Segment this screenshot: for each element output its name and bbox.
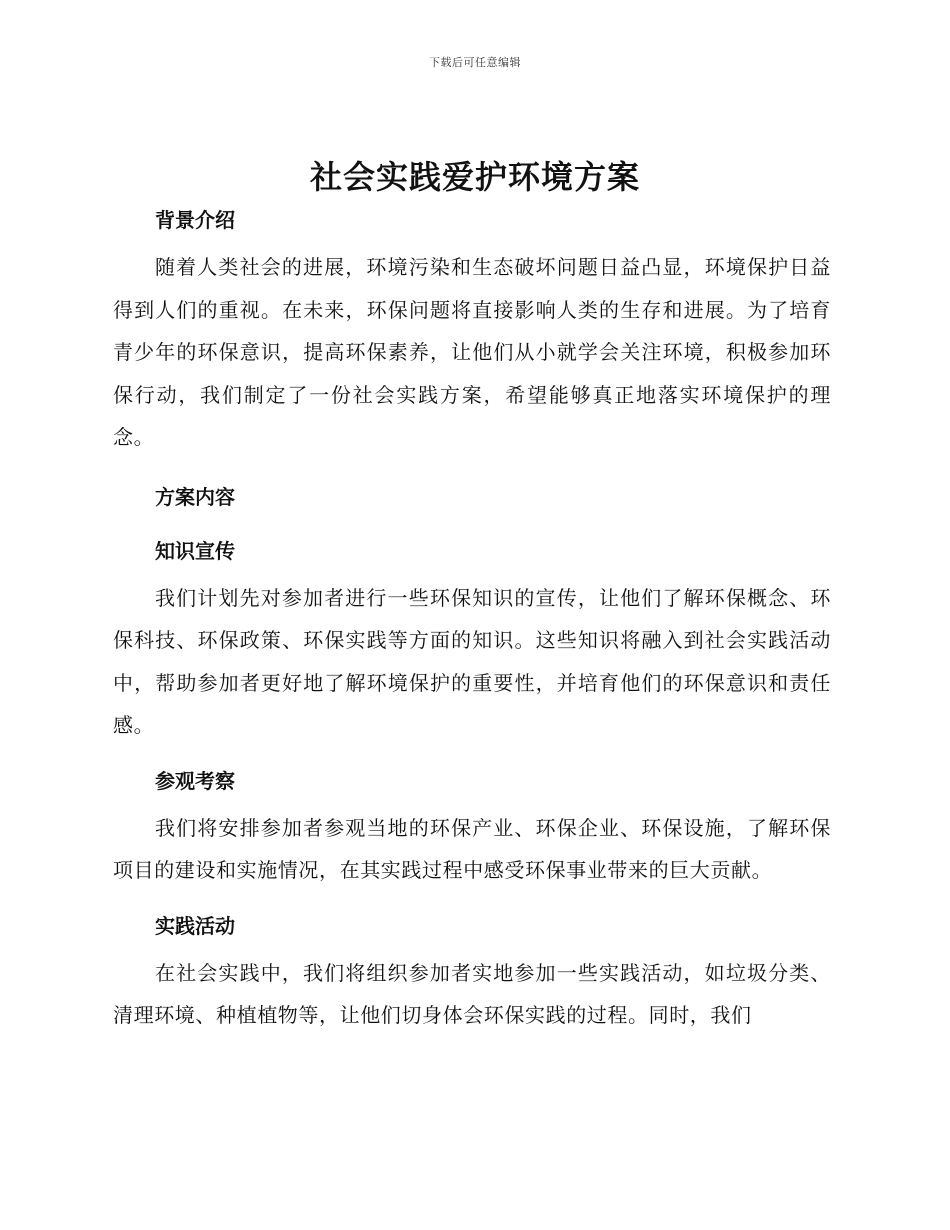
document-title: 社会实践爱护环境方案 — [309, 158, 640, 196]
header-note: 下载后可任意编辑 — [429, 56, 521, 69]
section-heading-background: 背景介绍 — [155, 208, 235, 232]
paragraph-background: 随着人类社会的进展，环境污染和生态破坏问题日益凸显，环境保护日益得到人们的重视。在未来，环保问题将直接影响人类的生存和进展。为了培育青少年的环保意识，提高环保素养，让他们从小就学会关注环境，积极参加环保行动，我们制定了一份社会实践方案，希望能够真正地落实环境保护的理念。 — [113, 255, 831, 449]
section-heading-practice: 实践活动 — [155, 913, 235, 938]
section-heading-knowledge: 知识宣传 — [155, 538, 235, 563]
document-body — [113, 200, 831, 1037]
paragraph-knowledge: 我们计划先对参加者进行一些环保知识的宣传，让他们了解环保概念、环保科技、环保政策、环保实践等方面的知识。这些知识将融入到社会实践活动中，帮助参加者更好地了解环境保护的重要性，并培育他们的环保意识和责任感。 — [113, 585, 831, 737]
section-heading-plan: 方案内容 — [155, 484, 235, 509]
paragraph-visit: 我们将安排参加者参观当地的环保产业、环保企业、环保设施，了解环保项目的建设和实施情况，在其实践过程中感受环保事业带来的巨大贡献。 — [113, 815, 831, 882]
section-heading-visit: 参观考察 — [155, 768, 235, 793]
paragraph-practice: 在社会实践中，我们将组织参加者实地参加一些实践活动，如垃圾分类、清理环境、种植植物等，让他们切身体会环保实践的过程。同时，我们 — [113, 960, 831, 1027]
